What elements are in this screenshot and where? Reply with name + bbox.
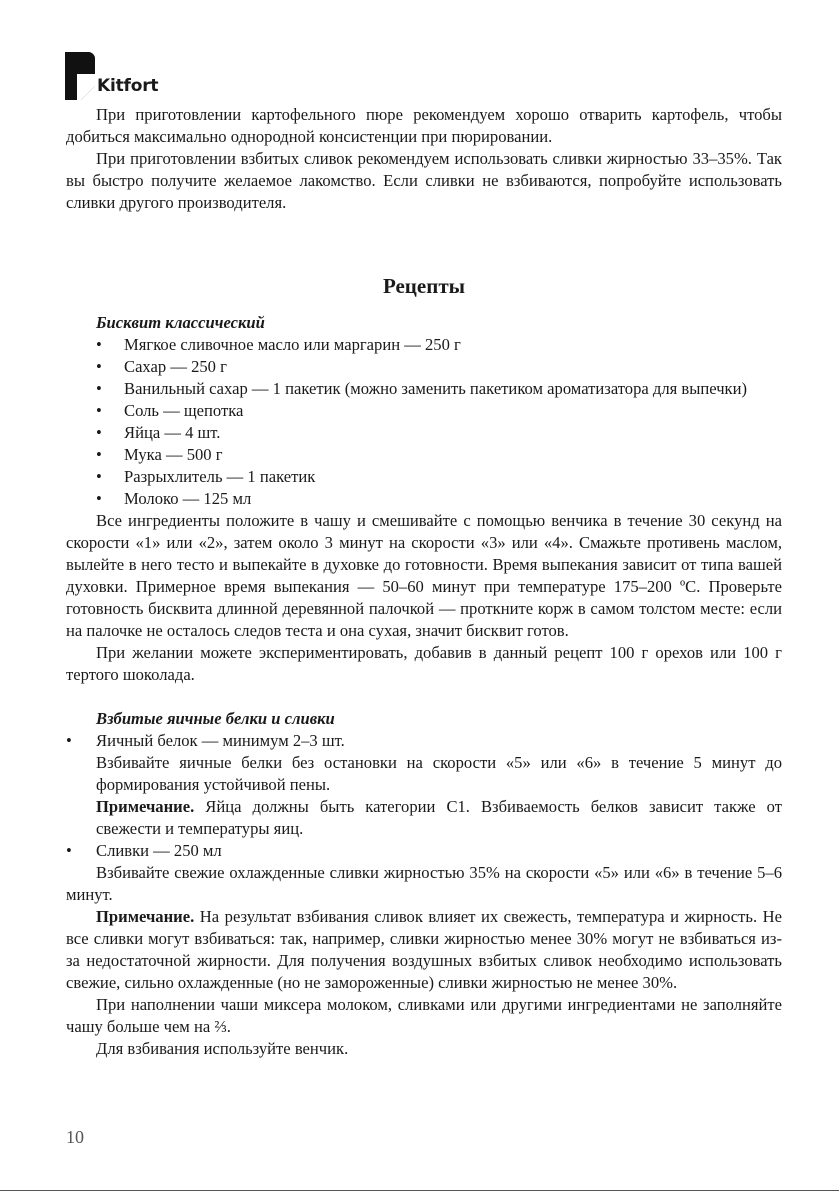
list-item: • Сахар — 250 г bbox=[66, 356, 782, 378]
recipe-method: Все ингредиенты положите в чашу и смешивайте с помощью венчика в течение 30 секунд на скорости «1» или «2», затем около 3 минут на скорости «3» или «4». Смажьте противень маслом, вылейте в него тесто и выпекайте в духовке до готовности. Время выпекания зависит от типа вашей духовки. Примерное время выпекания — 50–60 минут при температуре 175–200 ºС. Проверьте готовность бисквита длинной деревянной палочкой — проткните корж в самом толстом месте: если на палочке не осталось следов теста и она сухая, значит бисквит готов. bbox=[66, 511, 782, 640]
whisk-note: Для взбивания используйте венчик. bbox=[96, 1039, 349, 1058]
list-item: • Соль — щепотка bbox=[66, 400, 782, 422]
list-item: • Разрыхлитель — 1 пакетик bbox=[66, 466, 782, 488]
list-item: • Молоко — 125 мл bbox=[66, 488, 782, 510]
recipe-variation: При желании можете экспериментировать, добавив в данный рецепт 100 г орехов или 100 г тертого шоколада. bbox=[66, 643, 782, 684]
intro-paragraph: При приготовлении взбитых сливок рекомендуем использовать сливки жирностью 33–35%. Так вы быстро получите желаемое лакомство. Если сливки не взбиваются, попробуйте использовать сливки другого производителя. bbox=[66, 149, 782, 212]
list-item: • Ванильный сахар — 1 пакетик (можно заменить пакетиком ароматизатора для выпечки) bbox=[66, 378, 782, 400]
brand-name: Kitfort bbox=[97, 76, 159, 96]
recipe-step: Взбивайте свежие охлажденные сливки жирностью 35% на скорости «5» или «6» в течение 5–6 минут. bbox=[66, 863, 782, 904]
ingredient-list bbox=[66, 730, 782, 752]
list-item: • Мягкое сливочное масло или маргарин — 250 г bbox=[66, 334, 782, 356]
recipe-title: Бисквит классический bbox=[96, 313, 265, 332]
recipe-note bbox=[66, 906, 782, 994]
recipe-note bbox=[96, 796, 782, 840]
note-label: Примечание. bbox=[96, 797, 195, 816]
ingredient-list bbox=[66, 334, 782, 510]
recipe-step: Взбивайте яичные белки без остановки на скорости «5» или «6» в течение 5 минут до формирования устойчивой пены. bbox=[96, 753, 782, 794]
list-item: • Яйца — 4 шт. bbox=[66, 422, 782, 444]
brand-logo bbox=[65, 52, 185, 100]
kitfort-logo-mark-icon bbox=[65, 52, 95, 100]
note-text: На результат взбивания сливок влияет их свежесть, температура и жирность. Не все сливки могут взбиваться: так, например, сливки жирностью менее 30% могут не взбиваться из-за недостаточной жирности. Для получения воздушных взбитых сливок необходимо использовать свежие, сильно охлажденные (но не замороженные) сливки жирностью не менее 30%. bbox=[66, 907, 782, 992]
list-item: • Мука — 500 г bbox=[66, 444, 782, 466]
intro-paragraph: При приготовлении картофельного пюре рекомендуем хорошо отварить картофель, чтобы добиться максимально однородной консистенции при пюрировании. bbox=[66, 105, 782, 146]
page-number: 10 bbox=[66, 1127, 84, 1147]
page-content bbox=[66, 104, 782, 1060]
list-item: • Яичный белок — минимум 2–3 шт. bbox=[66, 730, 782, 752]
recipe-title: Взбитые яичные белки и сливки bbox=[96, 709, 335, 728]
note-label: Примечание. bbox=[96, 907, 195, 926]
section-title: Рецепты bbox=[382, 274, 466, 298]
ingredient-list bbox=[66, 840, 782, 862]
page-bottom-rule bbox=[0, 1190, 839, 1191]
list-item: • Сливки — 250 мл bbox=[66, 840, 782, 862]
fill-note: При наполнении чаши миксера молоком, сливками или другими ингредиентами не заполняйте чашу больше чем на ⅔. bbox=[66, 995, 782, 1036]
note-text: Яйца должны быть категории С1. Взбиваемость белков зависит также от свежести и температуры яиц. bbox=[96, 797, 782, 838]
